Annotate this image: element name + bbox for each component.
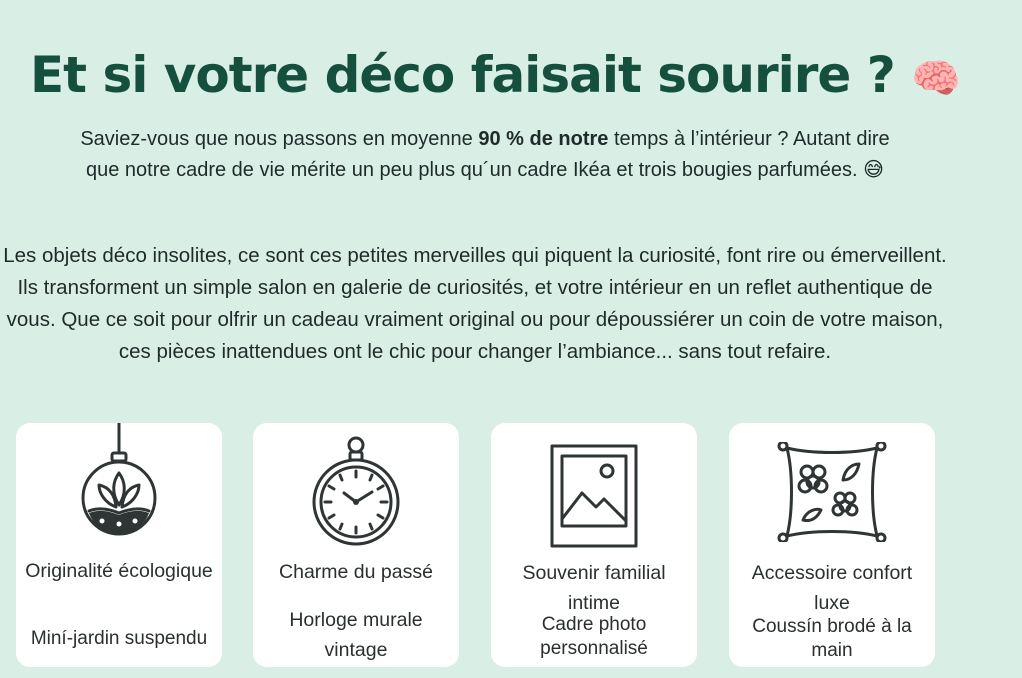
embroidered-cushion-icon [777,442,887,542]
brain-emoji-icon: 🧠 [911,56,960,102]
feature-card-garden [16,423,222,667]
feature-card-frame [491,423,697,667]
hanging-terrarium-icon [69,423,169,543]
feature-card-clock [253,423,459,667]
page-title [0,46,990,104]
intro-text-start: Saviez-vous que nous passons en moyenne [80,128,479,150]
title-text: Et si votre déco faisait sourire ? [30,46,895,104]
description-paragraph: Les objets déco insolites, ce sont ces petites merveilles qui piquent la curiosité, font rire ou émerveillent. Ils transforment un simple salon en galerie de curiosités, et votre intérieur en un reflet authentique de vous. Que ce soit pour olfrir un cadeau vraiment original ou pour dépoussiérer un coin de votre maison, ces pièces inattendues ont le chic pour changer l’ambiance... sans tout refaire. [3,244,947,363]
pocket-clock-icon [306,435,406,555]
card-title: Souvenir familial intime [522,562,666,614]
feature-card-cushion [729,423,935,667]
photo-frame-icon [544,441,644,551]
intro-text-end: temps à l’intérieur ? Autant dire que notre cadre de vie mérite un peu plus qu´un cadre Ikéa et trois bougies parfumées. 😅 [86,128,890,181]
card-subtitle: Miní-jardin suspendu [30,628,208,649]
intro-highlight: 90 % de notre [478,128,609,150]
intro-paragraph [70,124,900,186]
card-title: Charme du passé [279,561,433,583]
card-subtitle: Horloge murale vintage [289,609,423,661]
card-subtitle: Cadre photo personnalisé [540,614,648,659]
card-subtitle: Coussín brodé à la main [752,616,912,661]
card-title: Originalité écologique [25,560,213,582]
card-title: Accessoire confort luxe [751,562,913,614]
